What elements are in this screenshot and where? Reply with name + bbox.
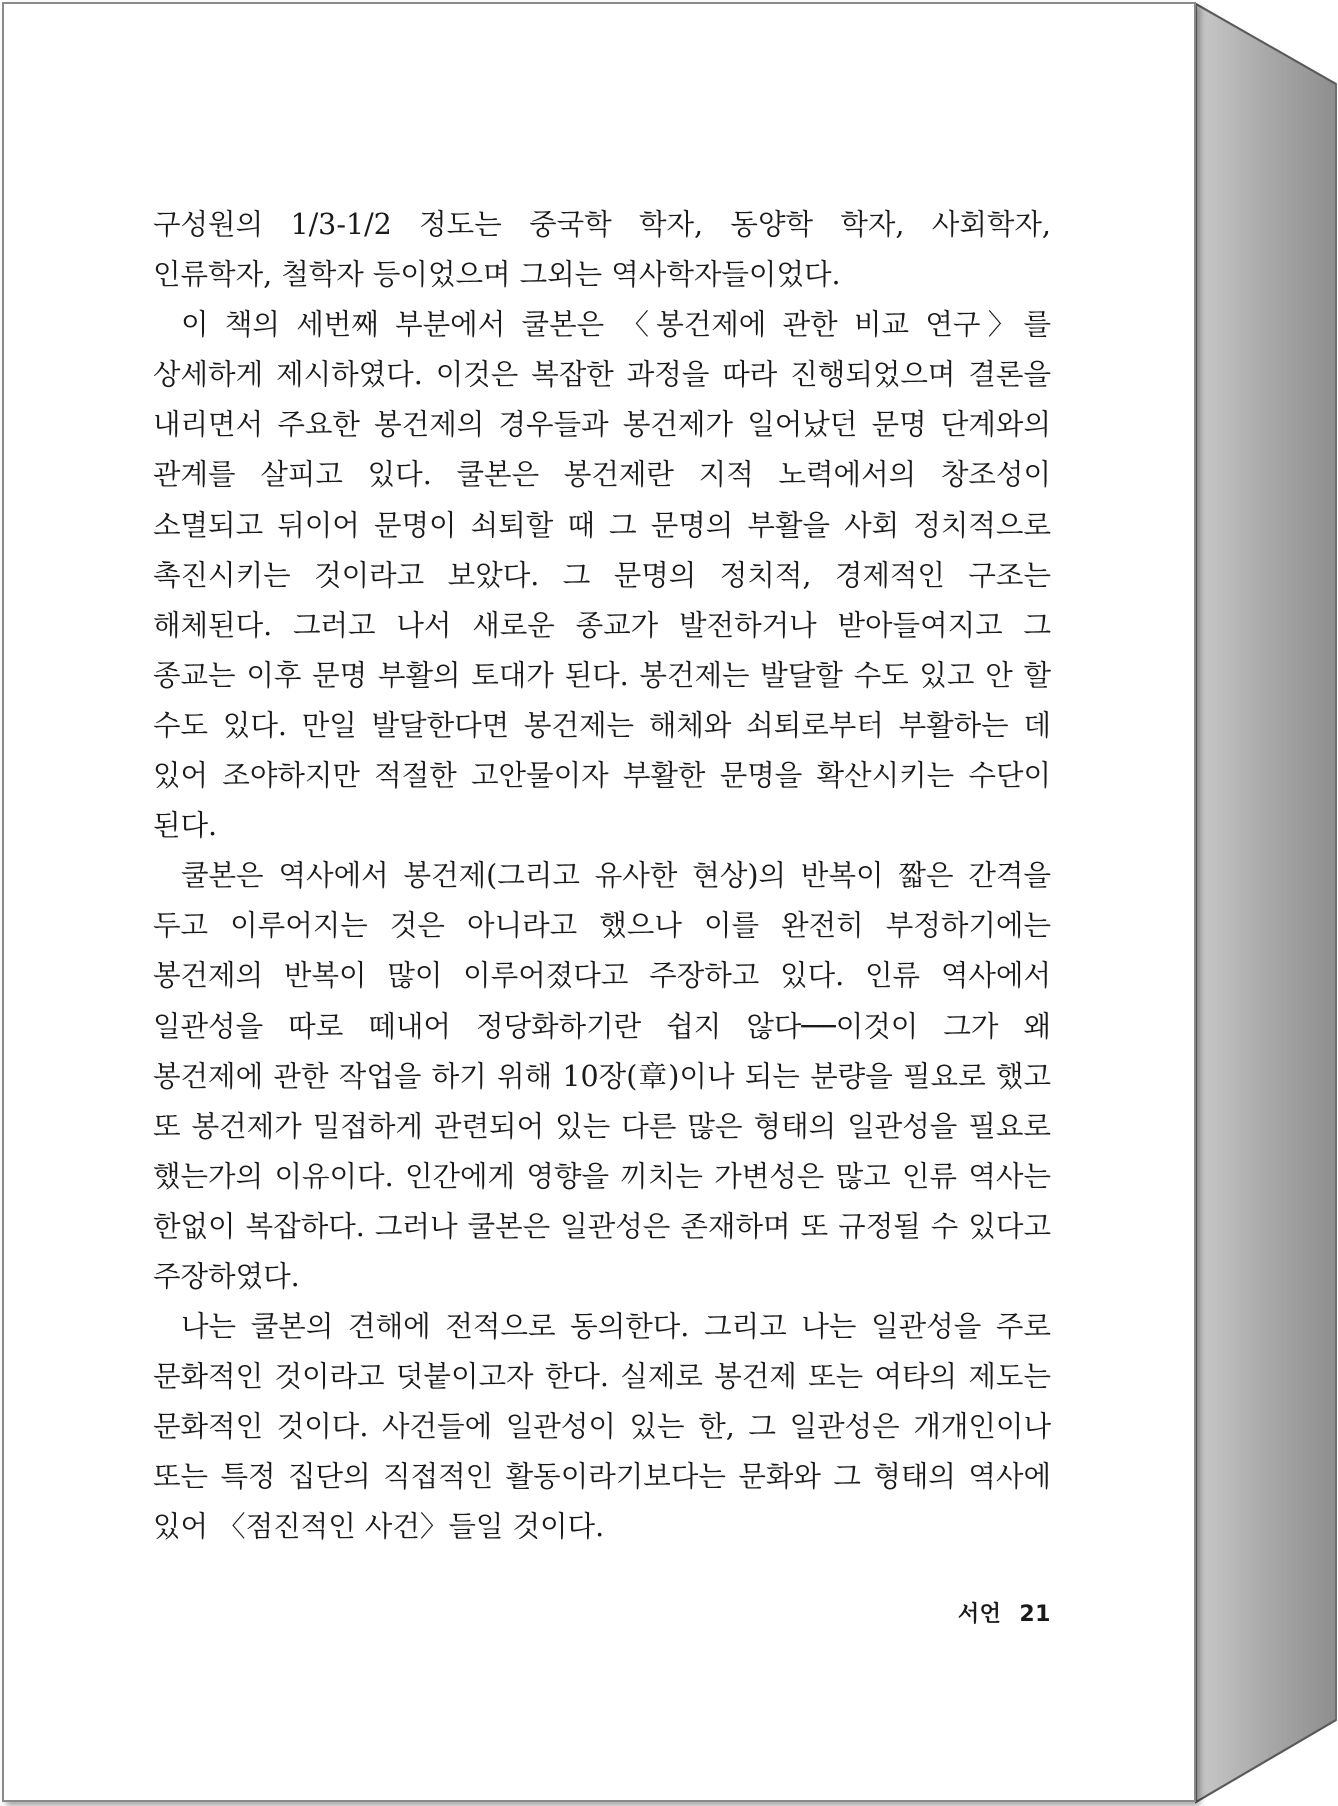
paragraph-3: 쿨본은 역사에서 봉건제(그리고 유사한 현상)의 반복이 짧은 간격을 두고 이루어지는 것은 아니라고 했으나 이를 완전히 부정하기에는 봉건제의 반복이 많이 이루어졌다고 주장하고 있다. 인류 역사에서 일관성을 따로 떼내어 정당화하기란 쉽지 않다──이것이 그가 왜 봉건제에 관한 작업을 하기 위해 10장(章)이나 되는 분량을 필요로 했고 또 봉건제가 밀접하게 관련되어 있는 다른 많은 형태의 일관성을 필요로 했는가의 이유이다. 인간에게 영향을 끼치는 가변성은 많고 인류 역사는 한없이 복잡하다. 그러나 쿨본은 일관성은 존재하며 또 규정될 수 있다고 주장하였다.	[153, 859, 1051, 1293]
section-title: 서언	[957, 1602, 1002, 1627]
paragraph-2: 이 책의 세번째 부분에서 쿨본은 〈봉건제에 관한 비교 연구〉를 상세하게 제시하였다. 이것은 복잡한 과정을 따라 진행되었으며 결론을 내리면서 주요한 봉건제의 경우들과 봉건제가 일어났던 문명 단계와의 관계를 살피고 있다. 쿨본은 봉건제란 지적 노력에서의 창조성이 소멸되고 뒤이어 문명이 쇠퇴할 때 그 문명의 부활을 사회 정치적으로 촉진시키는 것이라고 보았다. 그 문명의 정치적, 경제적인 구조는 해체된다. 그러고 나서 새로운 종교가 발전하거나 받아들여지고 그 종교는 이후 문명 부활의 토대가 된다. 봉건제는 발달할 수도 있고 안 할 수도 있다. 만일 발달한다면 봉건제는 해체와 쇠퇴로부터 부활하는 데 있어 조야하지만 적절한 고안물이자 부활한 문명을 확산시키는 수단이 된다.	[153, 308, 1051, 843]
page-footer	[900, 1597, 1051, 1628]
body-text	[153, 200, 1051, 1553]
page-number: 21	[1019, 1602, 1051, 1627]
paragraph-1: 구성원의 1/3-1/2 정도는 중국학 학자, 동양학 학자, 사회학자, 인류학자, 철학자 등이었으며 그외는 역사학자들이었다.	[153, 208, 1051, 292]
paragraph-4: 나는 쿨본의 견해에 전적으로 동의한다. 그리고 나는 일관성을 주로 문화적인 것이라고 덧붙이고자 한다. 실제로 봉건제 또는 여타의 제도는 문화적인 것이다. 사건들에 일관성이 있는 한, 그 일관성은 개개인이나 또는 특정 집단의 직접적인 활동이라기보다는 문화와 그 형태의 역사에 있어 〈점진적인 사건〉들일 것이다.	[153, 1310, 1051, 1544]
